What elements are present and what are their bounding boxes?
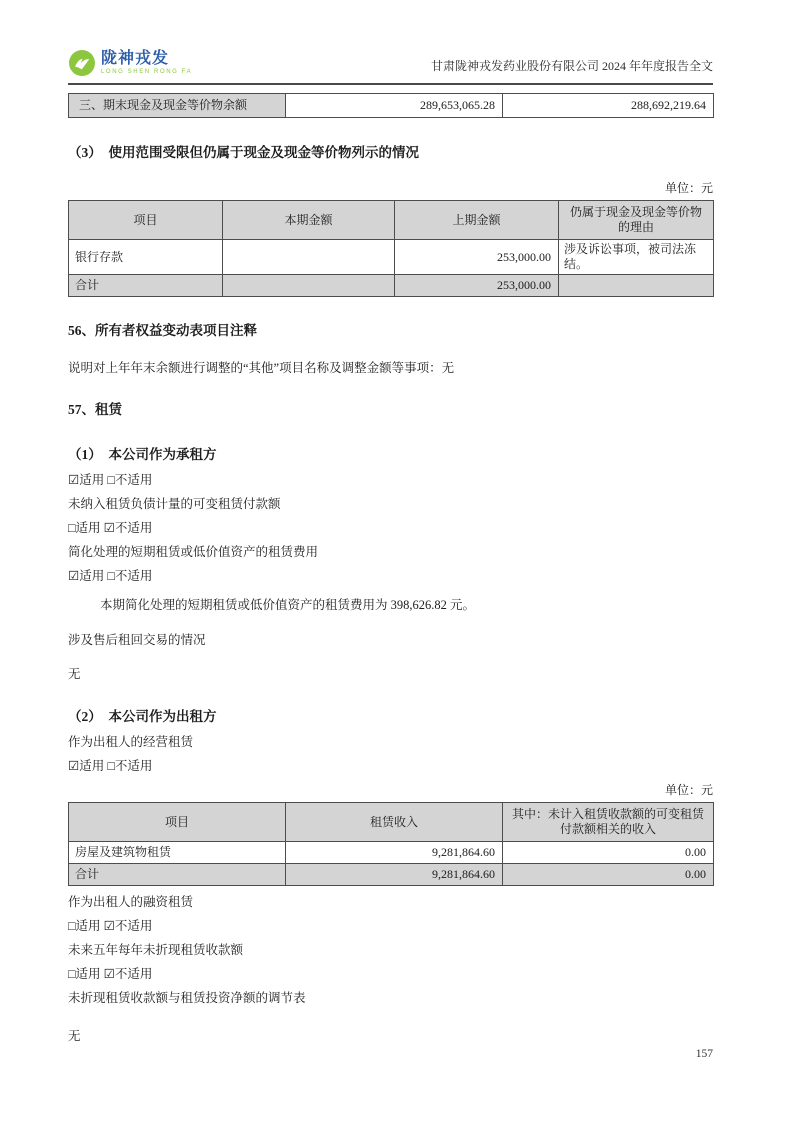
row-reason [559, 275, 714, 297]
finance-lease-label: 作为出租人的融资租赁 [68, 895, 194, 909]
company-logo [68, 49, 192, 77]
cash-balance-table [68, 93, 714, 118]
cash-balance-prior: 288,692,219.64 [503, 94, 714, 118]
row-income: 9,281,864.60 [286, 842, 503, 864]
adjustment-note: 说明对上年年末余额进行调整的“其他”项目名称及调整金额等事项：无 [68, 361, 455, 375]
table-total-row [69, 864, 714, 886]
unit-label: 单位：元 [664, 783, 713, 797]
section-heading-lessee: （1） 本公司作为承租方 [68, 447, 217, 462]
table-total-row [69, 275, 714, 297]
section-heading-56: 56、所有者权益变动表项目注释 [68, 323, 257, 338]
row-variable: 0.00 [503, 842, 714, 864]
section-heading-restricted-cash: （3） 使用范围受限但仍属于现金及现金等价物列示的情况 [68, 145, 419, 160]
page-number: 157 [695, 1048, 713, 1060]
section-heading-lessor: （2） 本公司作为出租方 [68, 709, 217, 724]
row-item: 银行存款 [69, 240, 223, 275]
table-header-row [69, 201, 714, 240]
variable-payments-label: 未纳入租赁负债计量的可变租赁付款额 [68, 497, 281, 511]
reconciliation-label: 未折现租赁收款额与租赁投资净额的调节表 [68, 991, 306, 1005]
row-item: 房屋及建筑物租赁 [69, 842, 286, 864]
cash-balance-current: 289,653,065.28 [286, 94, 503, 118]
applicability-line: ☑适用 □不适用 [68, 759, 153, 773]
reconciliation-value: 无 [68, 1029, 81, 1043]
col-header-income: 租赁收入 [286, 803, 503, 842]
applicability-line: ☑适用 □不适用 [68, 473, 153, 487]
row-prior: 253,000.00 [395, 275, 559, 297]
col-header-prior: 上期金额 [395, 201, 559, 240]
sale-leaseback-value: 无 [68, 667, 81, 681]
col-header-item: 项目 [69, 803, 286, 842]
table-row [69, 240, 714, 275]
col-header-variable: 其中：未计入租赁收款额的可变租赁付款额相关的收入 [503, 803, 714, 842]
logo-text-en: LONG SHEN RONG FA [101, 69, 193, 75]
logo-icon [68, 49, 96, 77]
applicability-line: □适用 ☑不适用 [68, 521, 153, 535]
col-header-reason: 仍属于现金及现金等价物的理由 [559, 201, 714, 240]
row-current [223, 240, 395, 275]
section-heading-57: 57、租赁 [68, 402, 122, 417]
operating-lease-label: 作为出租人的经营租赁 [68, 735, 194, 749]
restricted-cash-table [68, 200, 714, 297]
row-item: 合计 [69, 275, 223, 297]
lease-income-table [68, 802, 714, 886]
unit-label: 单位：元 [664, 181, 713, 195]
simplified-lease-note: 本期简化处理的短期租赁或低价值资产的租赁费用为 398,626.82 元。 [100, 598, 476, 612]
table-row [69, 842, 714, 864]
row-variable: 0.00 [503, 864, 714, 886]
row-reason: 涉及诉讼事项，被司法冻结。 [559, 240, 714, 275]
col-header-current: 本期金额 [223, 201, 395, 240]
table-header-row [69, 803, 714, 842]
row-item: 合计 [69, 864, 286, 886]
cash-balance-label: 三、期末现金及现金等价物余额 [69, 94, 286, 118]
applicability-line: □适用 ☑不适用 [68, 967, 153, 981]
report-title: 甘肃陇神戎发药业股份有限公司 2024 年年度报告全文 [430, 59, 713, 73]
sale-leaseback-label: 涉及售后租回交易的情况 [68, 633, 206, 647]
table-row [69, 94, 714, 118]
col-header-item: 项目 [69, 201, 223, 240]
row-income: 9,281,864.60 [286, 864, 503, 886]
future-receipts-label: 未来五年每年未折现租赁收款额 [68, 943, 244, 957]
applicability-line: ☑适用 □不适用 [68, 569, 153, 583]
simplified-lease-label: 简化处理的短期租赁或低价值资产的租赁费用 [68, 545, 319, 559]
logo-text-cn: 陇神戎发 [101, 50, 170, 67]
applicability-line: □适用 ☑不适用 [68, 919, 153, 933]
page-header [68, 47, 713, 85]
row-current [223, 275, 395, 297]
row-prior: 253,000.00 [395, 240, 559, 275]
